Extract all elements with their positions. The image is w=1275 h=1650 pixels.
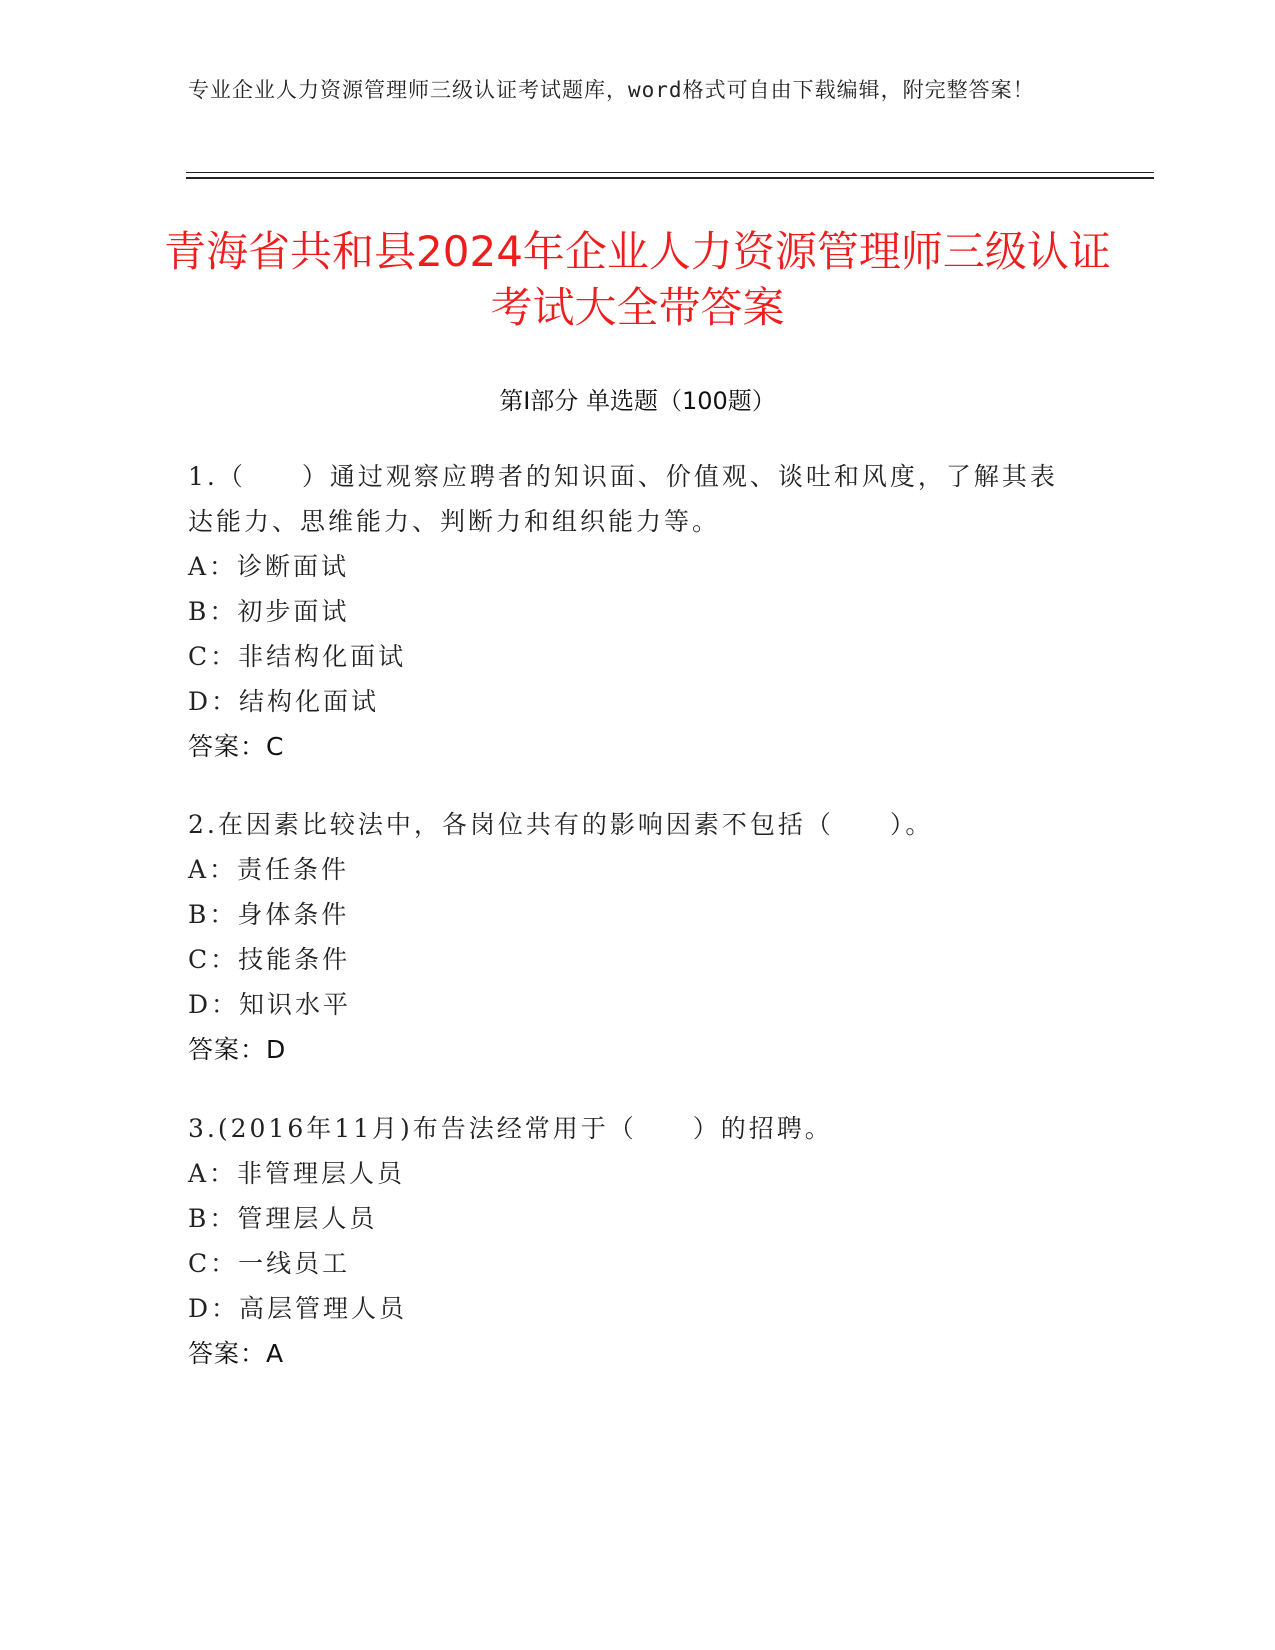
question-3 — [188, 1106, 1068, 1376]
section-heading: 第Ⅰ部分 单选题（100题） — [499, 387, 776, 415]
answer-line — [188, 724, 1068, 769]
document-title: 青海省共和县2024年企业人力资源管理师三级认证考试大全带答案 — [164, 227, 1111, 332]
option-c: C：技能条件 — [188, 945, 351, 974]
option-b: B：身体条件 — [188, 900, 350, 929]
question-stem: 1.（ ）通过观察应聘者的知识面、价值观、谈吐和风度，了解其表达能力、思维能力、判断力和组织能力等。 — [188, 462, 1058, 536]
answer-line — [188, 1331, 1068, 1376]
option-a: A：非管理层人员 — [188, 1159, 406, 1188]
option-d: D：知识水平 — [188, 990, 352, 1019]
answer-line — [188, 1027, 1068, 1072]
option-c: C：一线员工 — [188, 1249, 351, 1278]
question-1 — [188, 454, 1068, 769]
answer-label: 答案： — [188, 1035, 267, 1064]
option-d: D：结构化面试 — [188, 687, 380, 716]
answer-label: 答案： — [188, 1339, 267, 1368]
option-a: A：责任条件 — [188, 855, 350, 884]
header-note: 专业企业人力资源管理师三级认证考试题库，word格式可自由下载编辑，附完整答案！ — [188, 78, 1035, 102]
answer-value: A — [266, 1339, 285, 1368]
option-d: D：高层管理人员 — [188, 1294, 408, 1323]
option-a: A：诊断面试 — [188, 552, 350, 581]
header-rule-thick — [186, 177, 1154, 179]
option-b: B：初步面试 — [188, 597, 350, 626]
question-stem: 2.在因素比较法中，各岗位共有的影响因素不包括（ ）。 — [188, 810, 934, 839]
option-c: C：非结构化面试 — [188, 642, 407, 671]
answer-value: C — [266, 732, 285, 761]
question-2 — [188, 802, 1068, 1072]
answer-value: D — [266, 1035, 287, 1064]
answer-label: 答案： — [188, 732, 267, 761]
option-b: B：管理层人员 — [188, 1204, 378, 1233]
header-rule-thin — [186, 172, 1154, 173]
question-stem: 3.(2016年11月)布告法经常用于（ ）的招聘。 — [188, 1114, 833, 1143]
